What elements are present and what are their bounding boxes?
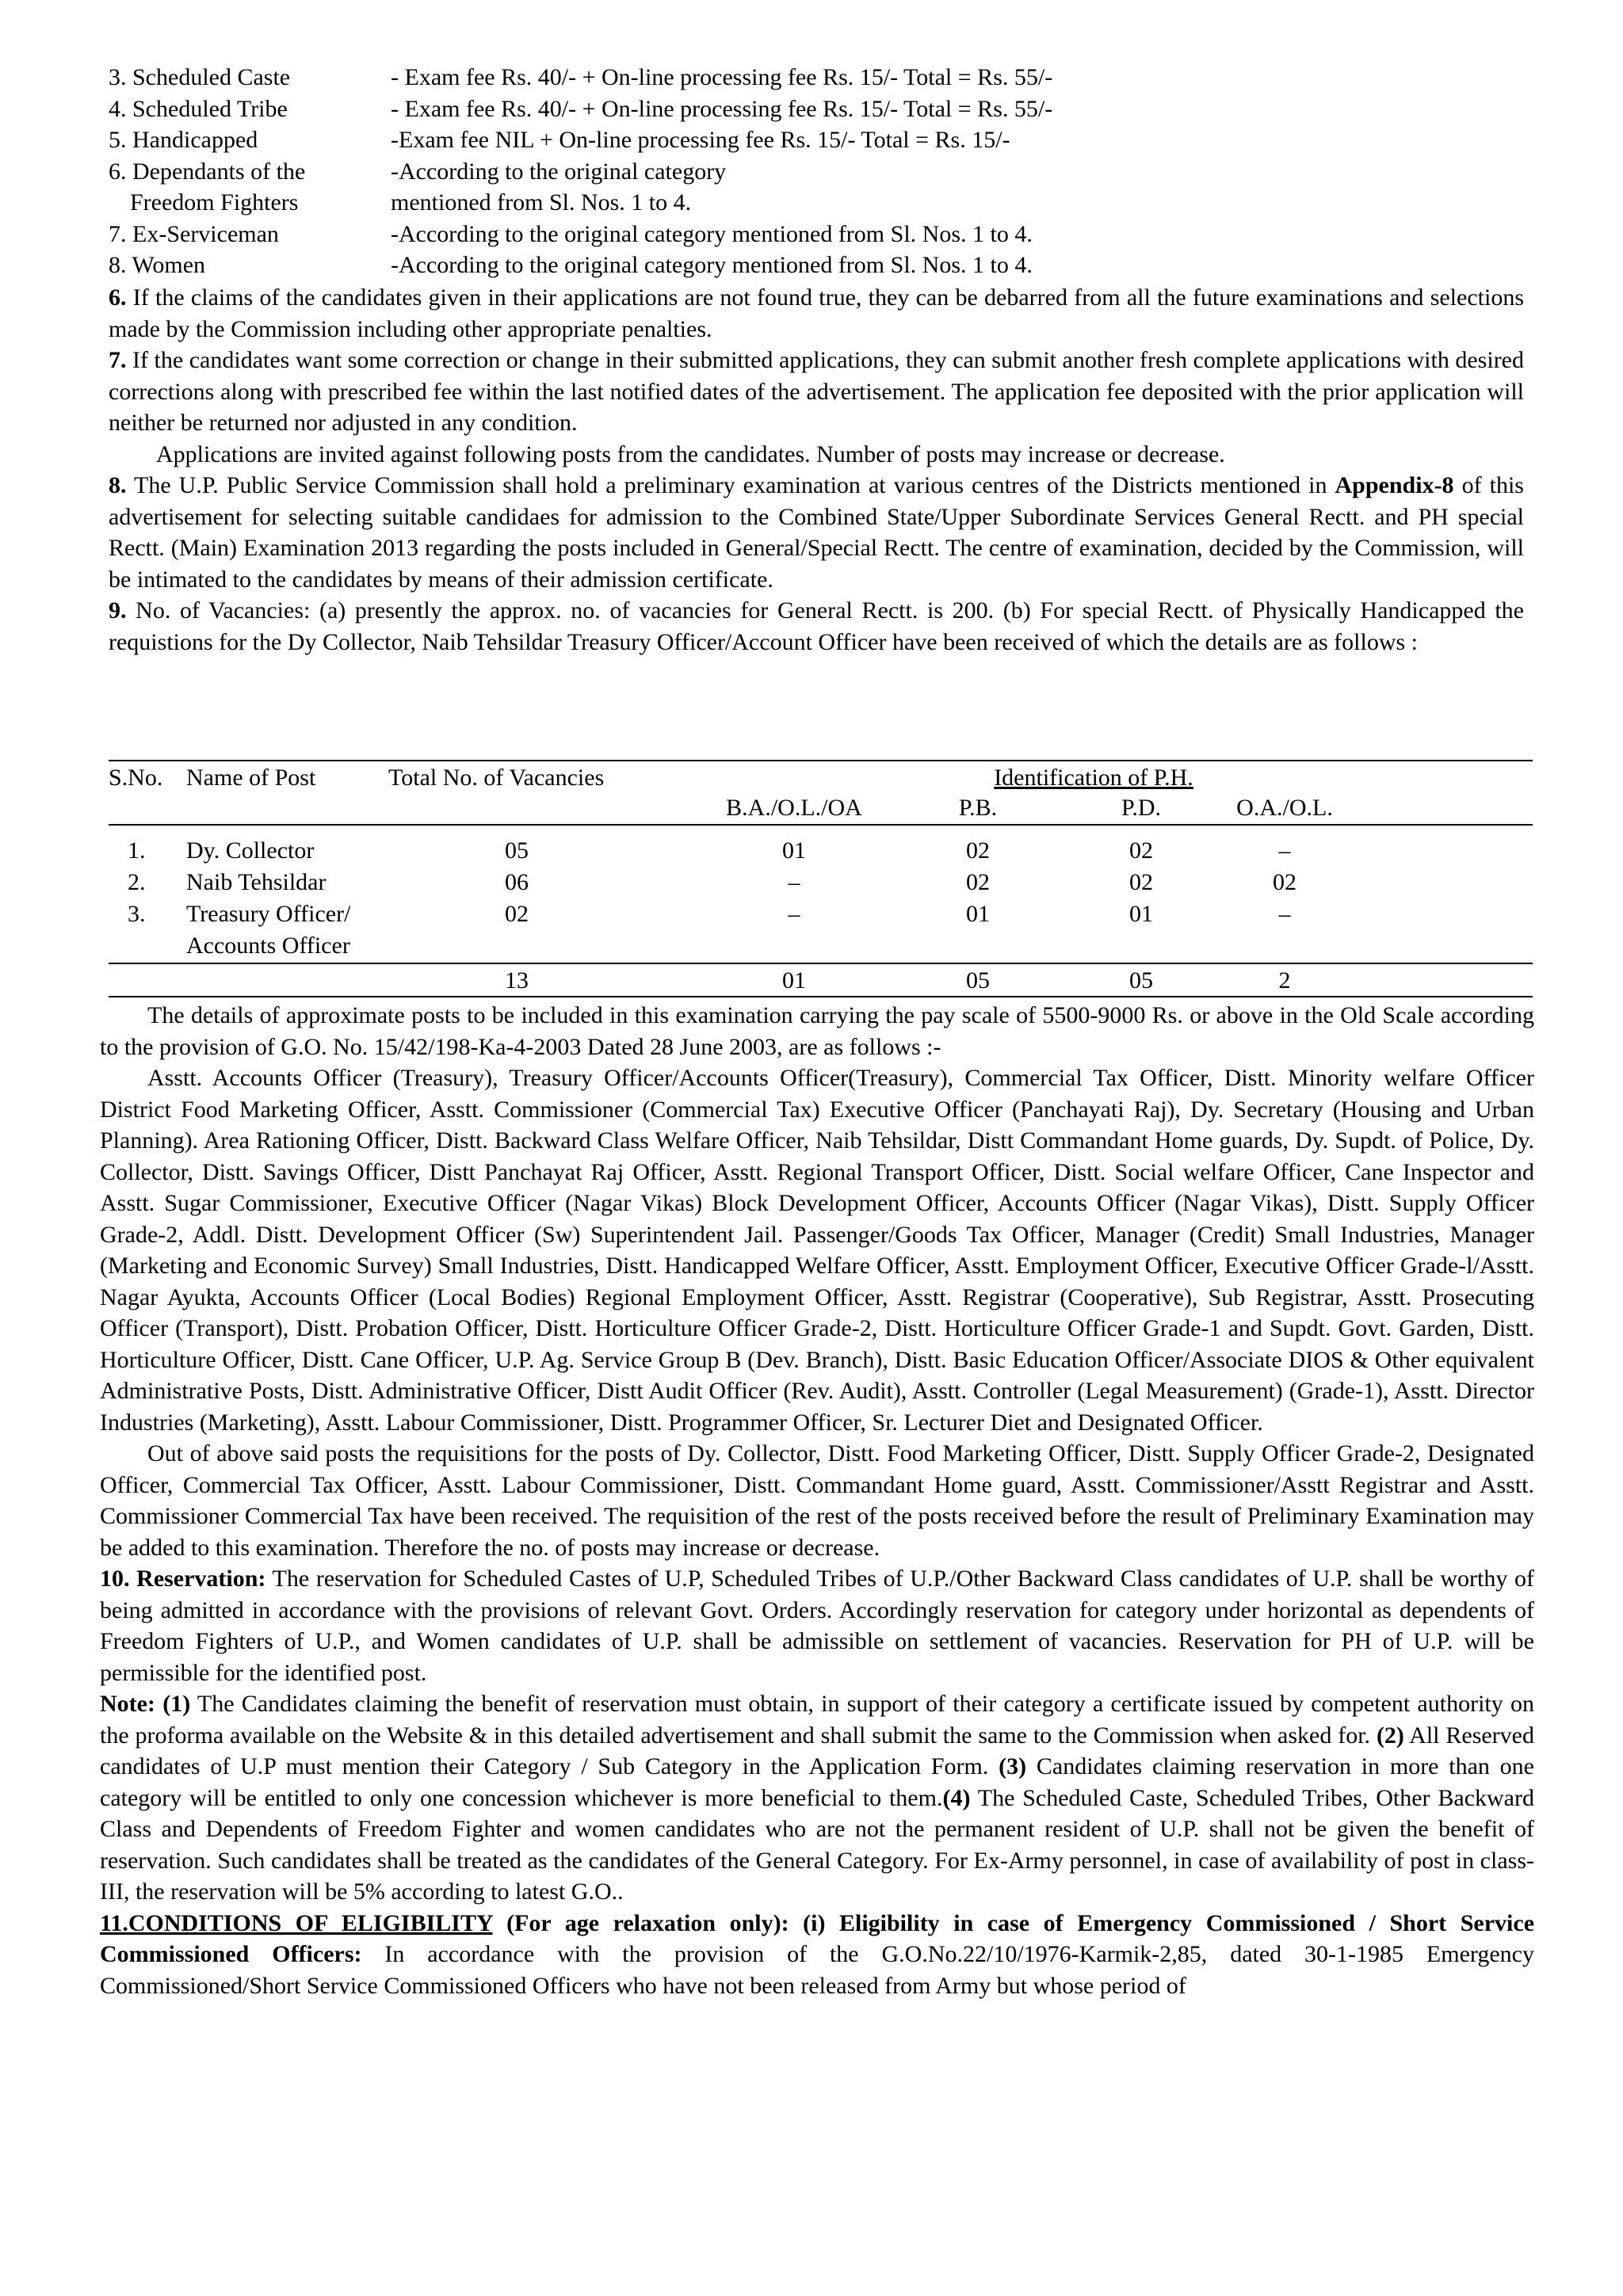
header-ba-ol-oa: B.A./O.L./OA [726,795,862,821]
note-text: The Candidates claiming the benefit of reservation must obtain, in support of their category a certificate issued by competent authority on the proforma available on the Website & in this detailed advertisement and shall submit the same to the Commission when asked for. [100,1691,1534,1749]
fee-category: 6. Dependants of the [109,158,306,185]
cell-oa: – [1278,837,1291,864]
paragraph-invite: Applications are invited against following posts from the candidates. Number of posts may increase or decrease. [156,441,1225,467]
total-oa: 2 [1278,967,1291,994]
paragraph-text: If the claims of the candidates given in their applications are not found true, they can be debarred from all the future examinations and selections made by the Commission including other appropriate penalties. [109,284,1524,342]
cell-pd: 02 [1129,837,1153,864]
fee-row [109,250,1535,281]
cell-post-name: Treasury Officer/ [186,901,351,927]
cell-oa: 02 [1273,869,1296,895]
note-text: All Reserved candidates of U.P must mention their Category / Sub Category in the Application Form. [100,1722,1534,1779]
paragraphs-after-table [100,1000,1534,2001]
paragraph-posts-list: Asstt. Accounts Officer (Treasury), Treasury Officer/Accounts Officer(Treasury), Commercial Tax Officer, Distt. Minority welfare Officer District Food Marketing Officer, Asstt. Commissioner (Commercial Tax) Executive Officer (Panchayati Raj), Dy. Secretary (Housing and Urban Planning). Area Rationing Officer, Distt. Backward Class Welfare Officer, Naib Tehsildar, Distt Commandant Home guards, Dy. Supdt. of Police, Dy. Collector, Distt. Savings Officer, Distt Panchayat Raj Officer, Asstt. Regional Transport Officer, Distt. Social welfare Officer, Cane Inspector and Asstt. Sugar Commissioner, Executive Officer (Nagar Vikas) Block Development Officer, Accounts Officer (Nagar Vikas), Distt. Supply Officer Grade-2, Addl. Distt. Development Officer (Sw) Superintendent Jail. Passenger/Goods Tax Officer, Manager (Credit) Small Industries, Manager (Marketing and Economic Survey) Small Industries, Distt. Handicapped Welfare Officer, Asstt. Employment Officer, Executive Officer Grade-l/Asstt. Nagar Ayukta, Accounts Officer (Local Bodies) Regional Employment Officer, Asstt. Registrar (Cooperative), Sub Registrar, Asstt. Prosecuting Officer (Transport), Distt. Probation Officer, Distt. Horticulture Officer Grade-2, Distt. Horticulture Officer Grade-1 and Supdt. Govt. Garden, Distt. Horticulture Officer, Distt. Cane Officer, U.P. Ag. Service Group B (Dev. Branch), Distt. Basic Education Officer/Associate DIOS & Other equivalent Administrative Posts, Distt. Administrative Officer, Distt Audit Officer (Rev. Audit), Asstt. Controller (Legal Measurement) (Grade-1), Asstt. Director Industries (Marketing), Asstt. Labour Commissioner, Distt. Programmer Officer, Sr. Lecturer Diet and Designated Officer. [100,1065,1534,1436]
note-number: (3) [999,1753,1027,1779]
fee-row [109,62,1535,93]
header-pd: P.D. [1121,795,1162,821]
fee-detail: - Exam fee Rs. 40/- + On-line processing fee Rs. 15/- Total = Rs. 55/- [391,95,1053,122]
appendix-reference: Appendix-8 [1335,472,1454,498]
paragraph-text: The reservation for Scheduled Castes of U.P, Scheduled Tribes of U.P./Other Backward Class candidates of U.P. shall be worthy of being admitted in accordance with the provisions of relevant Govt. Orders. Accordingly reservation for category under horizontal as dependents of Freedom Fighters of U.P., and Women candidates of U.P. shall be admissible on settlement of vacancies. Reservation for PH of U.P. will be permissible for the identified post. [100,1566,1534,1686]
header-name-of-post: Name of Post [186,765,316,791]
fee-row [109,93,1535,125]
note-text: Candidates claiming reservation in more than one category will be entitled to only one concession whichever is more beneficial to them. [100,1753,1535,1811]
cell-pd: 01 [1129,901,1153,927]
table-rule-top [109,760,1533,761]
fee-row [109,156,1535,188]
paragraph-9 [109,595,1524,658]
cell-pb: 01 [966,901,990,927]
vacancy-table [109,751,1533,1001]
cell-ba: 01 [782,837,806,864]
paragraph-text: In accordance with the provision of the G.O.No.22/10/1976-Karmik-2,85, dated 30-1-1985 Emergency Commissioned/Short Service Commissioned Officers who have not been released from Army but whose period of [100,1941,1534,1999]
table-rule-header [109,824,1533,826]
total-pb: 05 [966,967,990,994]
header-pb: P.B. [958,795,998,821]
cell-sno: 3. [128,901,146,927]
paragraphs-6-to-9 [109,282,1524,658]
note-label: Note: (1) [100,1691,191,1717]
header-oa-ol: O.A./O.L. [1236,795,1333,821]
fee-category: 3. Scheduled Caste [109,64,291,90]
fee-detail: -According to the original category mentioned from Sl. Nos. 1 to 4. [391,220,1033,247]
paragraph-number: 7. [109,347,127,373]
section-heading-underlined: 11.CONDITIONS OF ELIGIBILITY [100,1909,493,1936]
paragraph-number: 6. [109,284,127,311]
table-rule-total [109,963,1533,964]
paragraph-details: The details of approximate posts to be included in this examination carrying the pay scale of 5500-9000 Rs. or above in the Old Scale according to the provision of G.O. No. 15/42/198-Ka-4-2003 Dated 28 June 2003, are as follows :- [100,1002,1534,1060]
fee-list [109,62,1535,281]
fee-category: 7. Ex-Serviceman [109,220,279,247]
cell-sno: 2. [128,869,146,895]
cell-pd: 02 [1129,869,1153,895]
paragraph-text: No. of Vacancies: (a) presently the approx. no. of vacancies for General Rectt. is 200. (b) For special Rectt. of Physically Handicapped the requistions for the Dy Collector, Naib Tehsildar Treasury Officer/Account Officer have been received of which the details are as follows : [109,597,1524,655]
paragraph-6 [109,282,1524,345]
header-sno: S.No. [109,765,163,791]
paragraph-requisitions: Out of above said posts the requisitions for the posts of Dy. Collector, Distt. Food Marketing Officer, Distt. Supply Officer Grade-2, Designated Officer, Commercial Tax Officer, Asstt. Labour Commissioner, Distt. Commandant Home guard, Asstt. Commissioner/Asstt Registrar and Asstt. Commissioner Commercial Tax have been received. The requisition of the rest of the posts received before the result of Preliminary Examination may be added to this examination. Therefore the no. of posts may increase or decrease. [100,1440,1534,1561]
paragraph-number: 8. [109,472,127,498]
cell-pb: 02 [966,869,990,895]
paragraph-8 [109,470,1524,595]
fee-category: Freedom Fighters [130,189,299,215]
fee-row [109,124,1535,156]
note-number: (4) [942,1784,971,1811]
cell-pb: 02 [966,837,990,864]
fee-detail: mentioned from Sl. Nos. 1 to 4. [391,189,692,215]
fee-detail: -According to the original category [391,158,727,185]
total-vacancies: 13 [505,967,529,994]
table-rule-bottom [109,996,1533,997]
note-number: (2) [1376,1722,1404,1749]
section-heading: 10. Reservation: [100,1566,266,1592]
paragraph-11-eligibility [100,1908,1534,2002]
paragraph-text: If the candidates want some correction or change in their submitted applications, they can submit another fresh complete applications with desired corrections along with prescribed fee within the last notified dates of the advertisement. The application fee deposited with the prior application will neither be returned nor adjusted in any condition. [109,347,1524,436]
cell-total: 02 [505,901,529,927]
cell-sno: 1. [128,837,146,864]
section-subheading: (For age relaxation only): (i) Eligibility in case of Emergency Commissioned / Short Service Commissioned Officers: [100,1909,1535,1967]
fee-category: 5. Handicapped [109,127,258,153]
cell-post-name: Dy. Collector [186,837,315,864]
fee-category: 8. Women [109,252,206,278]
cell-post-name-line2: Accounts Officer [186,933,350,959]
note-text: The Scheduled Caste, Scheduled Tribes, Other Backward Class and Dependents of Freedom Fighter and women candidates who are not the permanent resident of U.P. shall not be given the benefit of reservation. Such candidates shall be treated as the candidates of the General Category. For Ex-Army personnel, in case of availability of post in class-III, the reservation will be 5% according to latest G.O.. [100,1784,1534,1905]
cell-ba: – [788,869,800,895]
fee-detail: - Exam fee Rs. 40/- + On-line processing fee Rs. 15/- Total = Rs. 55/- [391,64,1053,90]
fee-row [109,187,1535,219]
paragraph-note [100,1688,1534,1908]
paragraph-number: 9. [109,597,127,624]
total-pd: 05 [1129,967,1153,994]
fee-row [109,219,1535,250]
cell-oa: – [1278,901,1291,927]
header-total-vacancies: Total No. of Vacancies [388,765,605,791]
cell-ba: – [788,901,800,927]
fee-category: 4. Scheduled Tribe [109,95,288,122]
paragraph-text: The U.P. Public Service Commission shall hold a preliminary examination at various centres of the Districts mentioned in [126,472,1335,498]
fee-detail: -Exam fee NIL + On-line processing fee Rs. 15/- Total = Rs. 15/- [391,127,1010,153]
cell-post-name: Naib Tehsildar [186,869,327,895]
paragraph-10-reservation [100,1563,1534,1688]
cell-total: 05 [505,837,529,864]
total-ba: 01 [782,967,806,994]
paragraph-text: of this advertisement for selecting suitable candidaes for admission to the Combined State/Upper Subordinate Services General Rectt. and PH special Rectt. (Main) Examination 2013 regarding the posts included in General/Special Rectt. The centre of examination, decided by the Commission, will be intimated to the candidates by means of their admission certificate. [109,472,1524,593]
cell-total: 06 [505,869,529,895]
header-identification-ph: Identification of P.H. [994,765,1193,791]
paragraph-7 [109,345,1524,439]
fee-detail: -According to the original category mentioned from Sl. Nos. 1 to 4. [391,252,1033,278]
